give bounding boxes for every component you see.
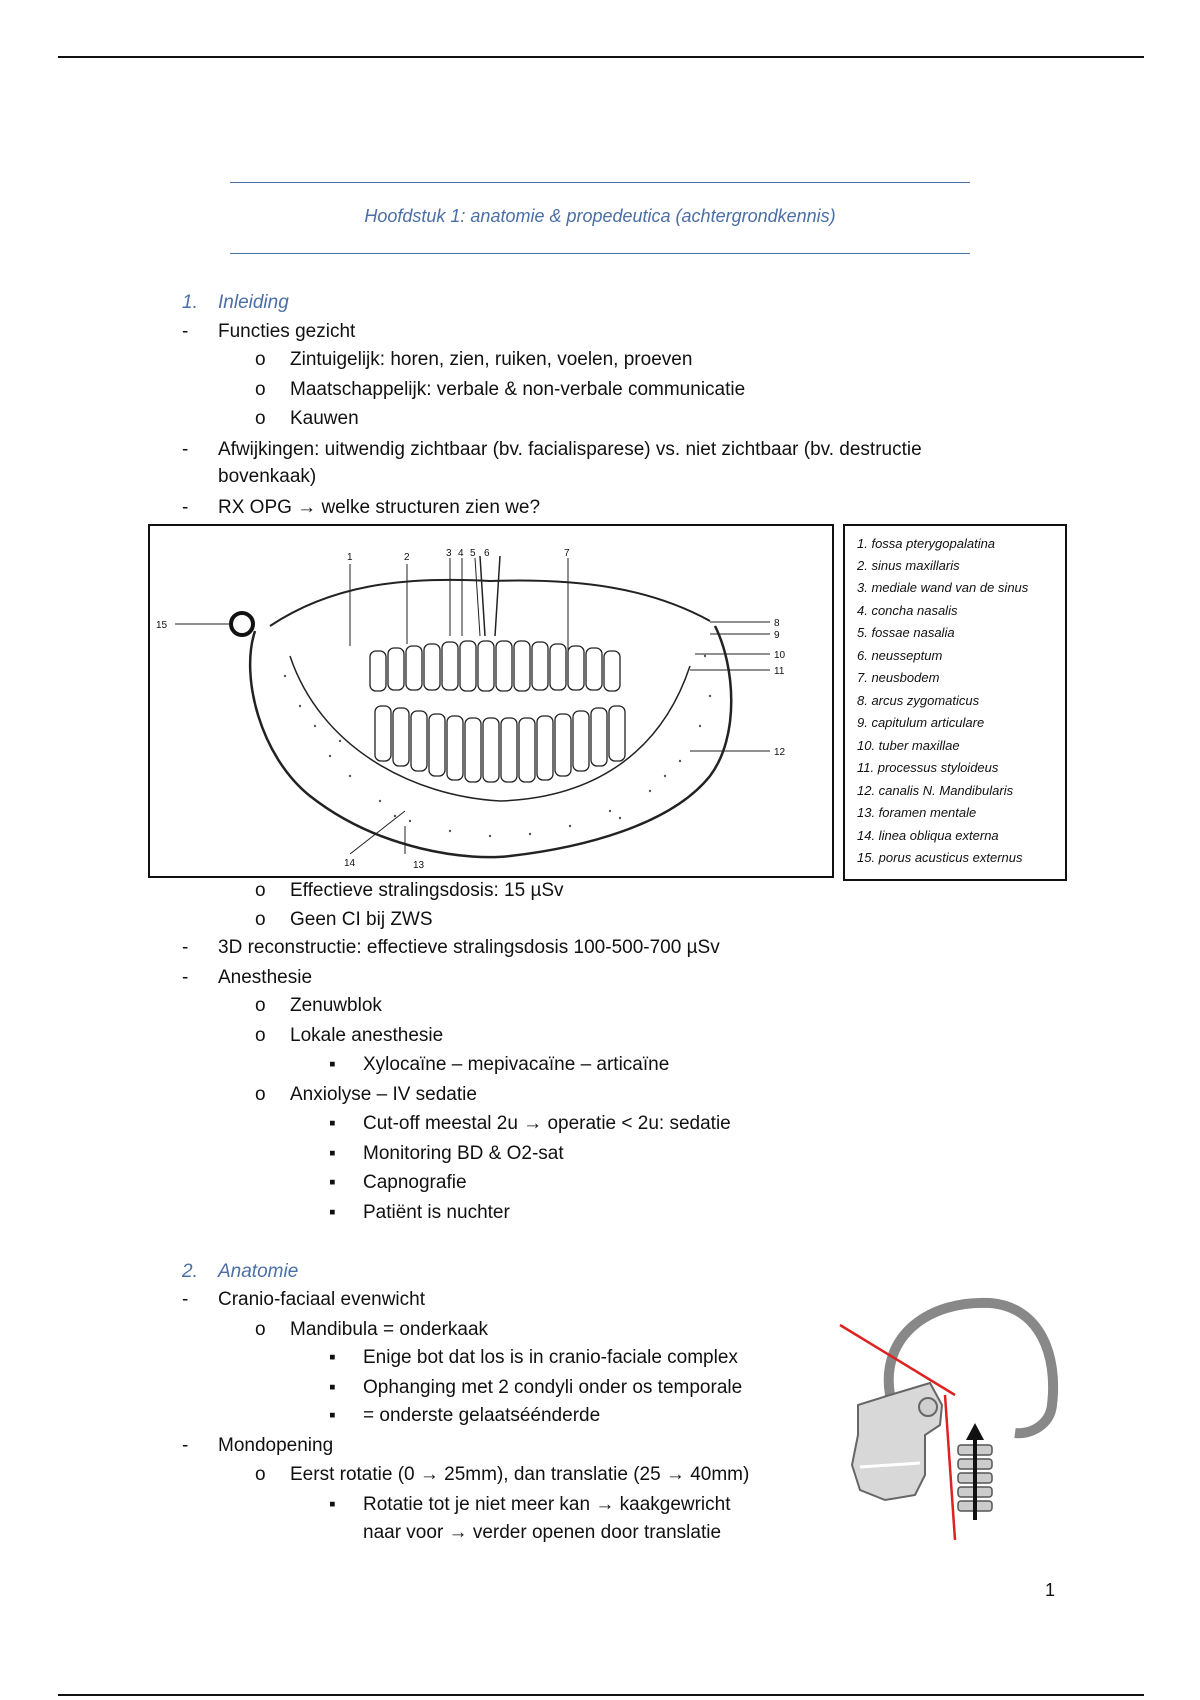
dash-bullet: - xyxy=(182,497,189,518)
dash-bullet: - xyxy=(182,1435,189,1456)
legend-item: 4. concha nasalis xyxy=(857,603,958,618)
square-bullet: ▪ xyxy=(329,1172,336,1193)
legend-item: 11. processus styloideus xyxy=(857,760,999,775)
figure-label-1: 1 xyxy=(347,552,353,563)
circle-bullet: o xyxy=(255,1084,266,1105)
circle-bullet: o xyxy=(255,349,266,370)
red-line-diagonal xyxy=(840,1325,955,1395)
page-number: 1 xyxy=(1044,1580,1055,1600)
section-1-number: 1. xyxy=(182,292,198,313)
opg-drawing xyxy=(150,526,832,876)
legend-item: 5. fossae nasalia xyxy=(857,625,955,640)
figure-label-3: 3 xyxy=(446,548,452,559)
upper-teeth xyxy=(370,641,620,691)
figure-label-15: 15 xyxy=(156,620,168,631)
title-rule-top xyxy=(230,182,970,183)
square-bullet: ▪ xyxy=(329,1143,336,1164)
legend-item: 6. neusseptum xyxy=(857,648,943,663)
skull-balance-figure xyxy=(830,1295,1060,1545)
figure-label-14: 14 xyxy=(344,858,356,869)
figure-label-4: 4 xyxy=(458,548,464,559)
figure-label-10: 10 xyxy=(774,650,786,661)
list-item-continuation: naar voor → verder openen door translatie xyxy=(363,1522,722,1543)
square-bullet: ▪ xyxy=(329,1113,336,1134)
condyle xyxy=(919,1398,937,1416)
section-2-number: 2. xyxy=(182,1261,198,1282)
top-page-rule xyxy=(58,56,1144,58)
opg-figure xyxy=(148,524,834,878)
dash-bullet: - xyxy=(182,937,189,958)
dash-bullet: - xyxy=(182,967,189,988)
list-item: Geen CI bij ZWS xyxy=(290,909,433,930)
circle-bullet: o xyxy=(255,1464,266,1485)
lower-teeth xyxy=(375,706,625,782)
list-item: Eerst rotatie (0 → 25mm), dan translatie (25 → 40mm) xyxy=(290,1464,750,1485)
figure-label-7: 7 xyxy=(564,548,570,559)
circle-bullet: o xyxy=(255,408,266,429)
figure-label-5: 5 xyxy=(470,548,476,559)
section-1-heading xyxy=(182,291,289,315)
list-item: Enige bot dat los is in cranio-faciale complex xyxy=(363,1347,738,1368)
legend-item: 15. porus acusticus externus xyxy=(857,850,1023,865)
legend-item: 2. sinus maxillaris xyxy=(857,558,960,573)
list-item: Functies gezicht xyxy=(218,321,356,342)
legend-item: 1. fossa pterygopalatina xyxy=(857,536,996,551)
list-item: Patiënt is nuchter xyxy=(363,1202,510,1223)
circle-bullet: o xyxy=(255,880,266,901)
chapter-title: Hoofdstuk 1: anatomie & propedeutica (achtergrondkennis) xyxy=(364,206,836,226)
list-item: RX OPG → welke structuren zien we? xyxy=(218,497,541,518)
porus-acusticus xyxy=(231,613,253,635)
list-item-continuation: bovenkaak) xyxy=(218,466,317,487)
figure-legend xyxy=(843,524,1067,881)
circle-bullet: o xyxy=(255,379,266,400)
list-item: Anesthesie xyxy=(218,967,313,988)
section-2-title: Anatomie xyxy=(218,1261,299,1282)
dash-bullet: - xyxy=(182,1289,189,1310)
dash-bullet: - xyxy=(182,439,189,460)
list-item: Xylocaïne – mepivacaïne – articaïne xyxy=(363,1054,670,1075)
list-item: Cut-off meestal 2u → operatie < 2u: sedatie xyxy=(363,1113,731,1134)
legend-item: 3. mediale wand van de sinus xyxy=(857,580,1029,595)
section-1-title: Inleiding xyxy=(218,292,289,313)
list-item: Lokale anesthesie xyxy=(290,1025,444,1046)
list-item: Zintuigelijk: horen, zien, ruiken, voelen, proeven xyxy=(290,349,693,370)
list-item: Afwijkingen: uitwendig zichtbaar (bv. facialisparese) vs. niet zichtbaar (bv. destructie xyxy=(218,439,922,460)
legend-item: 14. linea obliqua externa xyxy=(857,828,999,843)
square-bullet: ▪ xyxy=(329,1202,336,1223)
list-item: Mondopening xyxy=(218,1435,334,1456)
figure-label-11: 11 xyxy=(774,666,785,677)
list-item: Zenuwblok xyxy=(290,995,382,1016)
legend-item: 12. canalis N. Mandibularis xyxy=(857,783,1014,798)
list-item: Anxiolyse – IV sedatie xyxy=(290,1084,477,1105)
figure-label-13: 13 xyxy=(413,860,425,871)
list-item: 3D reconstructie: effectieve stralingsdosis 100-500-700 µSv xyxy=(218,937,720,958)
arrow-head-icon xyxy=(966,1423,984,1440)
legend-item: 13. foramen mentale xyxy=(857,805,977,820)
legend-item: 9. capitulum articulare xyxy=(857,715,985,730)
legend-item: 8. arcus zygomaticus xyxy=(857,693,980,708)
section-2-heading xyxy=(182,1260,298,1284)
list-item: Ophanging met 2 condyli onder os temporale xyxy=(363,1377,743,1398)
circle-bullet: o xyxy=(255,995,266,1016)
legend-item: 10. tuber maxillae xyxy=(857,738,960,753)
leader-lines xyxy=(175,558,770,854)
upper-jaw-outline xyxy=(270,580,710,626)
list-item: = onderste gelaatséénderde xyxy=(363,1405,601,1426)
figure-label-9: 9 xyxy=(774,630,780,641)
list-item: Cranio-faciaal evenwicht xyxy=(218,1289,425,1310)
list-item: Effectieve stralingsdosis: 15 µSv xyxy=(290,880,564,901)
list-item: Kauwen xyxy=(290,408,359,429)
square-bullet: ▪ xyxy=(329,1405,336,1426)
list-item: Monitoring BD & O2-sat xyxy=(363,1143,564,1164)
square-bullet: ▪ xyxy=(329,1347,336,1368)
list-item: Rotatie tot je niet meer kan → kaakgewricht xyxy=(363,1494,731,1515)
circle-bullet: o xyxy=(255,1025,266,1046)
nasal-septum xyxy=(480,556,500,636)
circle-bullet: o xyxy=(255,909,266,930)
circle-bullet: o xyxy=(255,1319,266,1340)
title-rule-bottom xyxy=(230,253,970,254)
square-bullet: ▪ xyxy=(329,1054,336,1075)
list-item: Mandibula = onderkaak xyxy=(290,1319,489,1340)
square-bullet: ▪ xyxy=(329,1494,336,1515)
figure-label-12: 12 xyxy=(774,747,786,758)
dash-bullet: - xyxy=(182,321,189,342)
list-item: Capnografie xyxy=(363,1172,467,1193)
square-bullet: ▪ xyxy=(329,1377,336,1398)
legend-item: 7. neusbodem xyxy=(857,670,940,685)
figure-label-8: 8 xyxy=(774,618,780,629)
red-line-vertical xyxy=(945,1395,955,1540)
figure-label-6: 6 xyxy=(484,548,490,559)
list-item: Maatschappelijk: verbale & non-verbale communicatie xyxy=(290,379,746,400)
bottom-page-rule xyxy=(58,1694,1144,1696)
figure-label-2: 2 xyxy=(404,552,410,563)
